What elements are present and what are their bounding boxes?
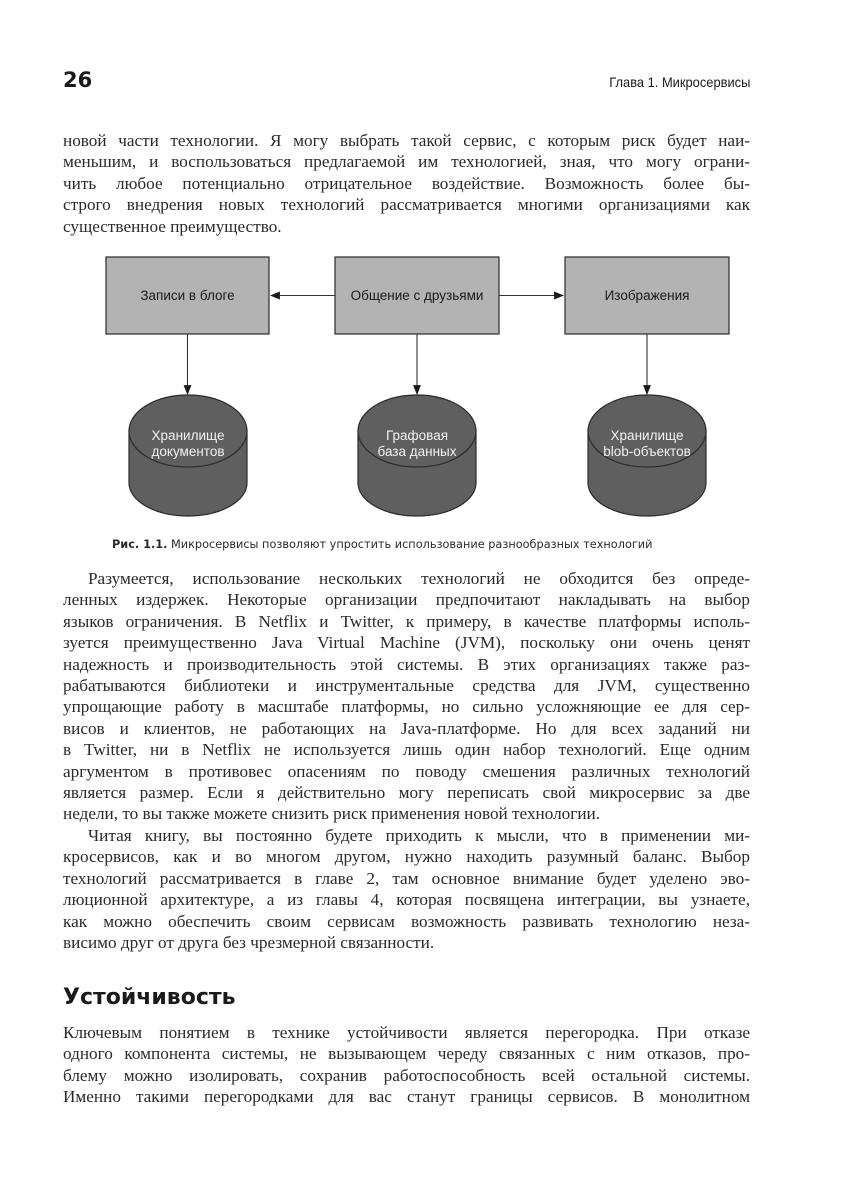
paragraph-balance [63, 825, 750, 953]
store-label-line1: Хранилище [151, 428, 225, 443]
text-line: ленных издержек. Некоторые организации предпочитают накладывать на выбор [63, 590, 750, 610]
text-line: недели, то вы также можете снизить риск применения новой технологии. [63, 804, 601, 824]
service-label: Записи в блоге [140, 288, 235, 303]
store-label-line2: документов [151, 444, 225, 459]
text-line: кросервисов, как и во многом другом, нужно находить разумный баланс. Выбор [63, 847, 750, 867]
text-line: Именно такими перегородками для вас станут границы сервисов. В монолитном [63, 1087, 750, 1107]
text-line: надежность и производительность этой системы. В этих организациях также раз- [63, 654, 750, 674]
text-line: люционной архитектуре, а из главы 4, которая посвящена интеграции, вы узнаете, [63, 890, 750, 910]
service-box-friends [335, 257, 499, 334]
text-line: блему можно изолировать, сохранив работоспособность всей остальной системы. [63, 1065, 750, 1085]
store-label-line1: Графовая [385, 428, 449, 443]
service-box-images [565, 257, 729, 334]
caption-text: Микросервисы позволяют упростить использование разнообразных технологий [167, 538, 653, 551]
text-line: висов и клиентов, не работающих на Java-платформе. Но для всех заданий ни [63, 718, 750, 738]
section-heading: Устойчивость [63, 985, 236, 1010]
store-label-line1: Хранилище [610, 428, 684, 443]
text-line: Разумеется, использование нескольких технологий не обходится без опреде- [88, 569, 750, 588]
paragraph-resilience [63, 1022, 750, 1108]
figure-caption [112, 538, 752, 551]
store-cylinder-blob [588, 395, 706, 516]
figure-microservices-diagram [0, 0, 841, 560]
text-line: Читая книгу, вы постоянно будете приходить к мысли, что в применении ми- [88, 825, 750, 845]
text-line: зуется преимущественно Java Virtual Machine (JVM), поскольку они очень ценят [63, 633, 750, 653]
text-line: технологий рассматривается в главе 2, там основное внимание будет уделено эво- [63, 868, 750, 888]
service-label: Общение с друзьями [350, 288, 484, 303]
service-label: Изображения [604, 288, 690, 303]
store-label-line2: база данных [377, 444, 457, 459]
text-line: строго внедрения новых технологий рассматривается многими организациями как [63, 195, 750, 215]
text-line: чить любое потенциально отрицательное воздействие. Возможность более бы- [63, 173, 750, 193]
text-line: висимо друг от друга без чрезмерной связанности. [63, 932, 435, 952]
caption-label: Рис. 1.1. [112, 538, 168, 551]
text-line: как можно обеспечить своим сервисам возможность развивать технологию неза- [63, 911, 750, 931]
text-line: одного компонента системы, не вызывающем череду связанных с ним отказов, про- [63, 1044, 750, 1064]
paragraph-technology-costs [63, 568, 750, 825]
text-line: аргументом в противовес опасениям по поводу смешения различных технологий [63, 761, 750, 781]
page-number: 26 [63, 68, 93, 92]
store-cylinder-graph [358, 395, 476, 516]
service-box-blog-posts [106, 257, 269, 334]
text-line: меньшим, и воспользоваться предлагаемой им технологией, зная, что могу ограни- [63, 152, 750, 172]
store-cylinder-documents [129, 395, 247, 516]
store-label-line2: blob-объектов [603, 444, 691, 459]
text-line: существенное преимущество. [63, 216, 282, 236]
body-paragraphs [63, 568, 750, 953]
text-line: новой части технологии. Я могу выбрать такой сервис, с которым риск будет наи- [63, 131, 750, 150]
text-line: в Twitter, ни в Netflix не используется лишь один набор технологий. Еще одним [63, 740, 750, 760]
text-line: Ключевым понятием в технике устойчивости является перегородка. При отказе [63, 1023, 750, 1042]
text-line: является размер. Если я действительно могу переписать свой микросервис за две [63, 783, 750, 803]
text-line: языков ограничения. В Netflix и Twitter, к примеру, в качестве платформы исполь- [63, 611, 750, 631]
text-line: упрощающие работу в масштабе платформы, но сильно усложняющие ее для сер- [63, 697, 750, 717]
chapter-title: Глава 1. Микросервисы [608, 74, 750, 90]
text-line: рабатываются библиотеки и инструментальные средства для JVM, существенно [63, 676, 750, 696]
